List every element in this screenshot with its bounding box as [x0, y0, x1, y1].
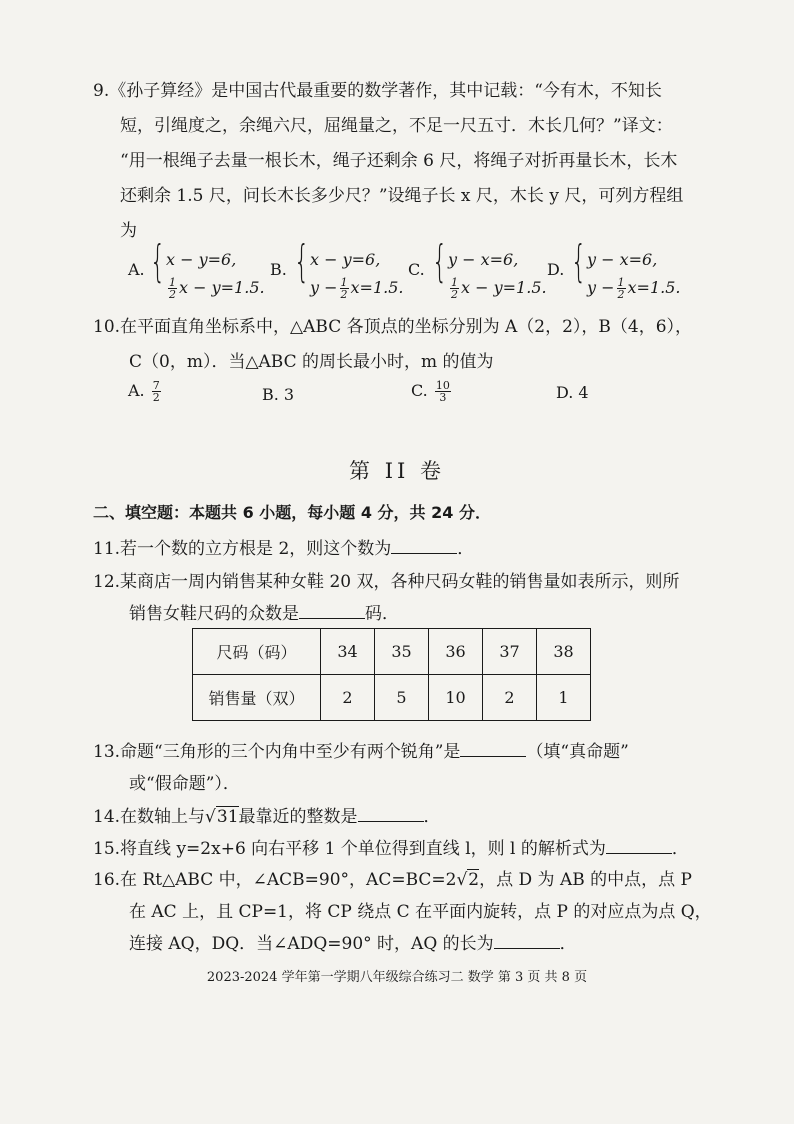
option-d-label: D.	[547, 260, 565, 279]
table-cell: 1	[537, 675, 591, 721]
answer-blank[interactable]	[358, 805, 424, 822]
q16-line-1: 16.在 Rt△ABC 中，∠ACB=90°，AC=BC=2√2，点 D 为 AB 的中点，点 P	[93, 870, 692, 890]
table-cell: 10	[429, 675, 483, 721]
q9-line-3: “用一根绳子去量一根长木，绳子还剩余 6 尺，将绳子对折再量长木，长木	[120, 151, 678, 171]
question-15: 15.将直线 y=2x+6 向右平移 1 个单位得到直线 l，则 l 的解析式为 ．	[93, 839, 689, 859]
table-cell: 36	[429, 629, 483, 675]
answer-blank[interactable]	[460, 740, 526, 757]
q9-number: 9.	[93, 81, 110, 101]
table-cell: 38	[537, 629, 591, 675]
q9-c-eq2: $\frac{1}{2}$ x − y=1.5.	[451, 276, 547, 301]
question-16	[93, 864, 712, 960]
q9-option-d	[547, 236, 697, 306]
table-cell: 5	[375, 675, 429, 721]
q13-line-1: 13.命题“三角形的三个内角中至少有两个锐角”是 （填“真命题”	[93, 742, 629, 762]
answer-blank[interactable]	[391, 537, 457, 554]
answer-blank[interactable]	[494, 932, 560, 949]
q16-line-2: 在 AC 上，且 CP=1，将 CP 绕点 C 在平面内旋转，点 P 的对应点为点 Q，	[129, 902, 712, 922]
brace-icon: {	[150, 236, 166, 287]
q16-line-3: 连接 AQ，DQ．当∠ADQ=90° 时，AQ 的长为 ．	[129, 934, 577, 954]
q9-line-1: 9.《孙子算经》是中国古代最重要的数学著作，其中记载：“今有木，不知长	[93, 81, 662, 101]
q10-option-d: D. 4	[556, 383, 589, 402]
q9-b-eq2: y − $\frac{1}{2}$ x=1.5.	[310, 276, 404, 301]
q9-line-4: 还剩余 1.5 尺，问长木长多少尺？”设绳子长 x 尺，木长 y 尺，可列方程组	[120, 186, 684, 206]
q13-line-2: 或“假命题”）．	[129, 774, 240, 794]
question-12	[93, 566, 680, 630]
section-title: 第 II 卷	[349, 459, 445, 483]
q14-number: 14.	[93, 807, 121, 827]
table-cell: 35	[375, 629, 429, 675]
q11-number: 11.	[93, 539, 121, 559]
q9-line-5: 为	[120, 221, 137, 241]
page-footer: 2023-2024 学年第一学期八年级综合练习二 数学 第 3 页 共 8 页	[206, 970, 588, 985]
brace-icon: {	[294, 236, 310, 287]
q12-line-2: 销售女鞋尺码的众数是 码．	[129, 604, 399, 624]
q9-option-b	[270, 236, 410, 306]
table-cell: 2	[483, 675, 537, 721]
table-header: 销售量（双）	[193, 675, 321, 721]
q9-option-a	[128, 236, 268, 306]
table-header: 尺码（码）	[193, 629, 321, 675]
q15-number: 15.	[93, 839, 121, 859]
q9-d-eq2: y − $\frac{1}{2}$ x=1.5.	[587, 276, 681, 301]
option-a-label: A.	[128, 260, 145, 279]
question-9	[93, 74, 683, 249]
q9-c-eq1: y − x=6,	[448, 250, 519, 269]
brace-icon: {	[571, 236, 587, 287]
answer-blank[interactable]	[606, 837, 672, 854]
q10-line-2: C（0，m）．当△ABC 的周长最小时，m 的值为	[129, 352, 494, 372]
option-b-label: B.	[270, 260, 287, 279]
q9-option-c	[408, 236, 548, 306]
question-10	[93, 310, 692, 380]
option-c-label: C.	[408, 260, 425, 279]
answer-blank[interactable]	[299, 602, 365, 619]
q9-line-2: 短，引绳度之，余绳六尺，屈绳量之，不足一尺五寸．木长几何？”译文：	[120, 116, 673, 136]
question-11: 11.若一个数的立方根是 2，则这个数为 ．	[93, 539, 475, 559]
shoe-size-table	[192, 628, 591, 721]
question-13	[93, 736, 629, 800]
question-14: 14.在数轴上与√31最靠近的整数是 ．	[93, 807, 441, 827]
q12-number: 12.	[93, 572, 121, 592]
table-row	[193, 675, 591, 721]
q10-option-a: A. $\frac{7}{2}$	[128, 379, 160, 404]
q9-b-eq1: x − y=6,	[310, 250, 381, 269]
table-row	[193, 629, 591, 675]
q9-a-eq1: x − y=6,	[166, 250, 237, 269]
table-cell: 2	[321, 675, 375, 721]
q9-d-eq1: y − x=6,	[587, 250, 658, 269]
table-cell: 37	[483, 629, 537, 675]
q10-option-b: B. 3	[262, 385, 295, 404]
q9-a-eq2: $\frac{1}{2}$ x − y=1.5.	[169, 276, 265, 301]
table-cell: 34	[321, 629, 375, 675]
q12-line-1: 12.某商店一周内销售某种女鞋 20 双，各种尺码女鞋的销售量如表所示，则所	[93, 572, 680, 592]
q10-option-c: C. $\frac{10}{3}$	[411, 379, 450, 404]
sqrt-radicand: 31	[216, 807, 239, 827]
q13-number: 13.	[93, 742, 121, 762]
q10-number: 10.	[93, 317, 121, 337]
brace-icon: {	[432, 236, 448, 287]
q16-number: 16.	[93, 870, 121, 890]
q10-line-1: 10.在平面直角坐标系中，△ABC 各顶点的坐标分别为 A（2，2），B（4，6），	[93, 317, 693, 337]
part2-heading: 二、填空题：本题共 6 小题，每小题 4 分，共 24 分．	[93, 503, 491, 522]
